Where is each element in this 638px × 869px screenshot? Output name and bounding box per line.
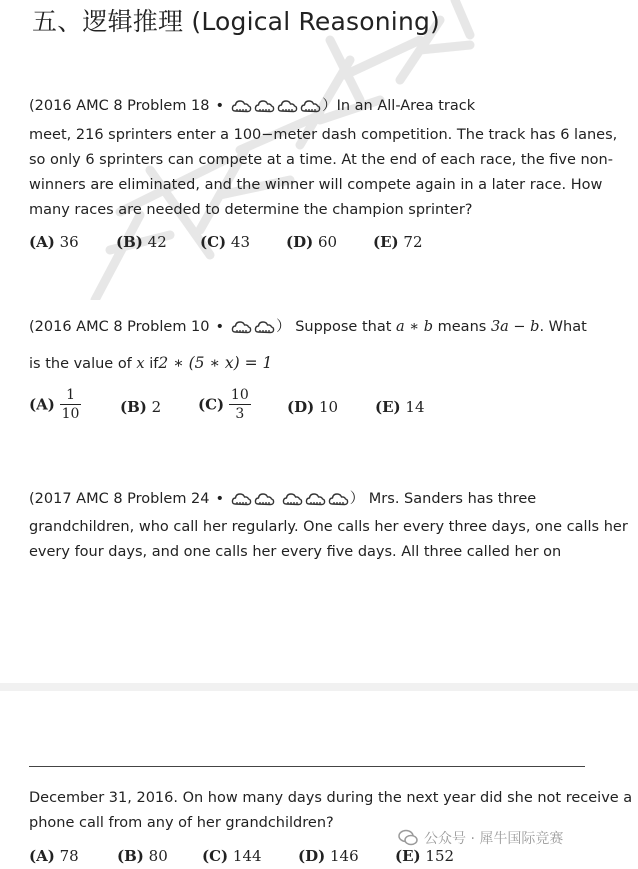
choice-b: (B) 80 bbox=[117, 847, 168, 865]
choice-a: (A) 78 bbox=[29, 847, 79, 865]
close-paren: ） bbox=[349, 491, 365, 507]
close-paren: ） bbox=[322, 98, 337, 114]
bullet-icon: • bbox=[215, 491, 225, 507]
wechat-icon bbox=[398, 829, 418, 847]
choice-e: (E) 14 bbox=[375, 398, 425, 416]
problem-1-line-4: winners are eliminated, and the winner will compete again in a later race. How bbox=[29, 177, 603, 193]
choice-d: (D) 10 bbox=[287, 398, 339, 416]
difficulty-cloud-icon bbox=[277, 98, 298, 114]
difficulty-cloud-icon bbox=[282, 491, 303, 507]
difficulty-cloud-icon bbox=[231, 491, 252, 507]
diagonal-watermark bbox=[0, 0, 638, 300]
choice-d: (D) 146 bbox=[298, 847, 359, 865]
bullet-icon: • bbox=[215, 319, 225, 335]
choice-a: (A) 36 bbox=[29, 233, 79, 251]
difficulty-cloud-icon bbox=[231, 319, 252, 335]
bullet-icon: • bbox=[215, 98, 225, 114]
heading-number: 五、 bbox=[32, 7, 83, 36]
difficulty-rating bbox=[230, 319, 276, 335]
problem-1-text: In an All-Area track bbox=[336, 98, 476, 114]
choice-c: (C) 144 bbox=[202, 847, 262, 865]
difficulty-cloud-icon bbox=[328, 491, 349, 507]
difficulty-rating bbox=[230, 491, 350, 507]
difficulty-cloud-icon bbox=[254, 491, 275, 507]
problem-1-line-5: many races are needed to determine the champion sprinter? bbox=[29, 202, 473, 218]
choice-e: (E) 72 bbox=[373, 233, 423, 251]
problem-2-line-2 bbox=[29, 354, 272, 372]
problem-2-text-a: Suppose that bbox=[295, 319, 392, 335]
difficulty-rating bbox=[230, 98, 322, 114]
problem-1-line-1 bbox=[29, 94, 475, 115]
difficulty-cloud-icon bbox=[305, 491, 326, 507]
problem-3-source: (2017 AMC 8 Problem 24 bbox=[29, 491, 210, 507]
problem-1-source: (2016 AMC 8 Problem 18 bbox=[29, 98, 210, 114]
watermark-text: 公众号 · 犀牛国际竞赛 bbox=[424, 831, 564, 847]
page-divider bbox=[29, 766, 585, 767]
difficulty-cloud-icon bbox=[300, 98, 321, 114]
heading-title-cn: 逻辑推理 bbox=[82, 7, 184, 36]
difficulty-cloud-icon bbox=[231, 98, 252, 114]
problem-2-text-c: . What bbox=[539, 319, 587, 335]
page-break-band bbox=[0, 683, 638, 691]
difficulty-cloud-icon bbox=[254, 319, 275, 335]
problem-3-text: Mrs. Sanders has three bbox=[368, 491, 537, 507]
problem-2-source: (2016 AMC 8 Problem 10 bbox=[29, 319, 210, 335]
choice-e: (E) 152 bbox=[395, 847, 455, 865]
choice-d: (D) 60 bbox=[286, 233, 338, 251]
problem-2-equation: 2 ∗ (5 ∗ x) = 1 bbox=[158, 354, 273, 372]
problem-3-line-1 bbox=[29, 487, 536, 508]
problem-2-expr-b: 3a − b bbox=[490, 319, 540, 335]
close-paren: ） bbox=[276, 319, 291, 335]
problem-3-line-5: phone call from any of her grandchildren? bbox=[29, 815, 334, 831]
problem-2-line-1 bbox=[29, 315, 587, 336]
problem-2-if: if bbox=[149, 356, 159, 372]
heading-title-en: (Logical Reasoning) bbox=[191, 7, 441, 36]
choice-b: (B) 2 bbox=[120, 398, 162, 416]
choice-a: (A) $\frac{1}{10}$ bbox=[29, 387, 80, 422]
problem-3-line-2: grandchildren, who call her regularly. One calls her every three days, one calls her bbox=[29, 519, 628, 535]
difficulty-cloud-icon bbox=[254, 98, 275, 114]
choice-b: (B) 42 bbox=[116, 233, 167, 251]
problem-2-expr-a: a ∗ b bbox=[396, 319, 434, 335]
problem-2-line2-text: is the value of bbox=[29, 356, 132, 372]
section-heading bbox=[32, 2, 440, 38]
problem-3-line-4: December 31, 2016. On how many days during the next year did she not receive a bbox=[29, 790, 633, 806]
problem-3-line-3: every four days, and one calls her every five days. All three called her on bbox=[29, 544, 562, 560]
problem-1-line-3: so only 6 sprinters can compete at a time. At the end of each race, the five non- bbox=[29, 152, 613, 168]
choice-c: (C) $\frac{10}{3}$ bbox=[198, 387, 249, 422]
choice-c: (C) 43 bbox=[200, 233, 251, 251]
problem-2-text-b: means bbox=[437, 319, 487, 335]
problem-1-line-2: meet, 216 sprinters enter a 100−meter dash competition. The track has 6 lanes, bbox=[29, 127, 618, 143]
problem-2-var: x bbox=[136, 356, 145, 372]
